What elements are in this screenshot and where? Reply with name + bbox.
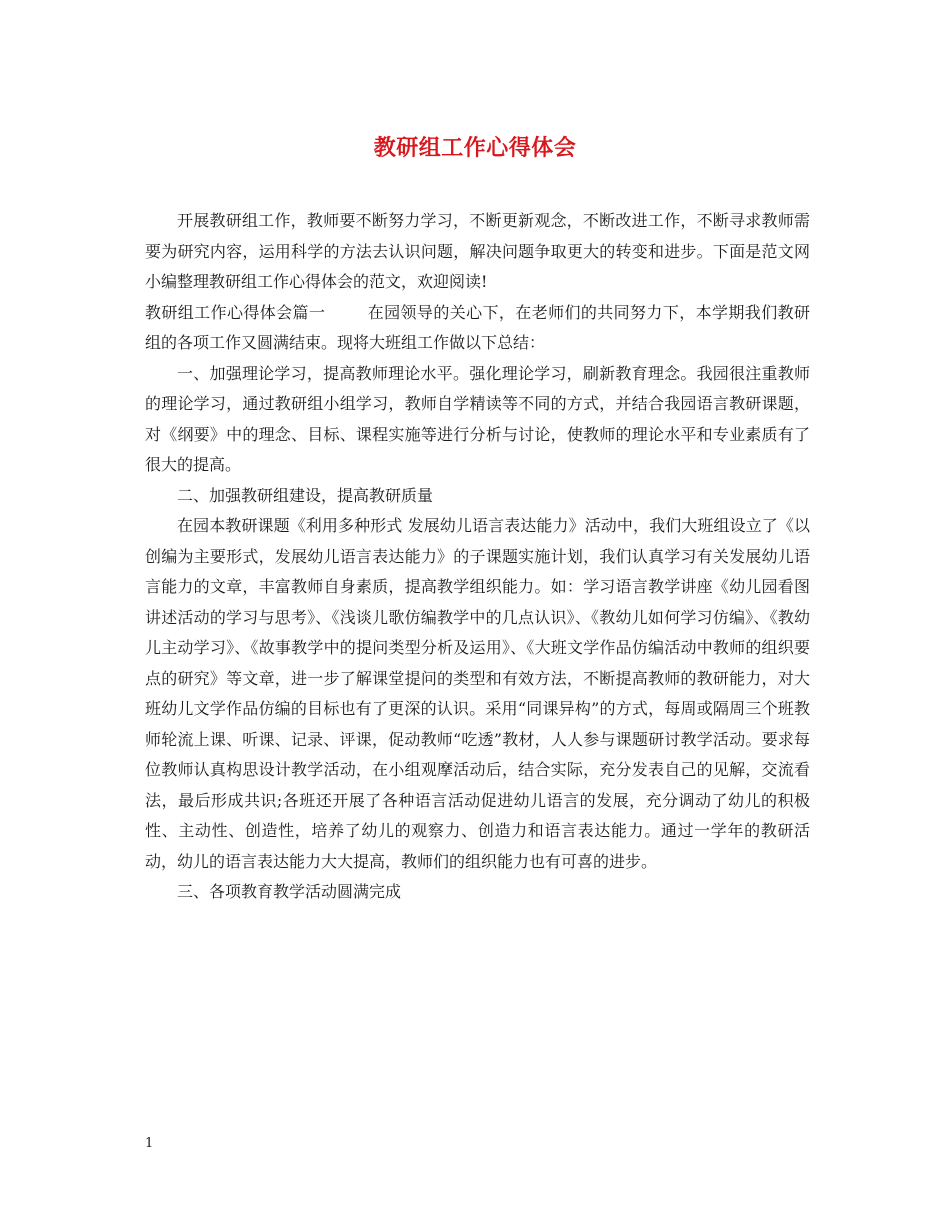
article-heading: 教研组工作心得体会篇一 xyxy=(145,302,326,322)
section-1-paragraph: 一、加强理论学习，提高教师理论水平。强化理论学习，刷新教育理念。我园很注重教师的理论学习，通过教研组小组学习，教师自学精读等不同的方式，并结合我园语言教研课题，对《纲要》中的理念、目标、课程实施等进行分析与讨论，使教师的理论水平和专业素质有了很大的提高。 xyxy=(145,363,810,474)
section-3-heading: 三、各项教育教学活动圆满完成 xyxy=(177,882,402,901)
page-number: 1 xyxy=(145,1136,154,1151)
section-2-heading: 二、加强教研组建设，提高教研质量 xyxy=(177,485,434,505)
document-title: 教研组工作心得体会 xyxy=(373,135,577,161)
section-2-paragraph: 在园本教研课题《利用多种形式 发展幼儿语言表达能力》活动中，我们大班组设立了《以创编为主要形式，发展幼儿语言表达能力》的子课题实施计划，我们认真学习有关发展幼儿语言能力的文章，丰富教师自身素质，提高教学组织能力。如：学习语言教学讲座《幼儿园看图讲述活动的学习与思考》、《浅谈儿歌仿编教学中的几点认识》、《教幼儿如何学习仿编》、《教幼儿主动学习》、《故事教学中的提问类型分析及运用》、《大班文学作品仿编活动中教师的组织要点的研究》等文章，进一步了解课堂提问的类型和有效方法，不断提高教师的教研能力，对大班幼儿文学作品仿编的目标也有了更深的认识。采用“同课异构”的方式，每周或隔周三个班教师轮流上课、听课、记录、评课，促动教师“吃透”教材，人人参与课题研讨教学活动。要求每位教师认真构思设计教学活动，在小组观摩活动后，结合实际，充分发表自己的见解，交流看法，最后形成共识;各班还开展了各种语言活动促进幼儿语言的发展，充分调动了幼儿的积极性、主动性、创造性，培养了幼儿的观察力、创造力和语言表达能力。通过一学年的教研活动，幼儿的语言表达能力大大提高，教师们的组织能力也有可喜的进步。 xyxy=(145,516,810,871)
article-first-paragraph xyxy=(145,298,810,359)
document-body xyxy=(145,206,810,908)
intro-paragraph: 开展教研组工作，教师要不断努力学习，不断更新观念，不断改进工作，不断寻求教师需要为研究内容，运用科学的方法去认识问题，解决问题争取更大的转变和进步。下面是范文网小编整理教研组工作心得体会的范文，欢迎阅读! xyxy=(145,211,810,291)
article-first-text: 在园领导的关心下，在老师们的共同努力下，本学期我们教研组的各项工作又圆满结束。现将大班组工作做以下总结： xyxy=(145,302,810,352)
